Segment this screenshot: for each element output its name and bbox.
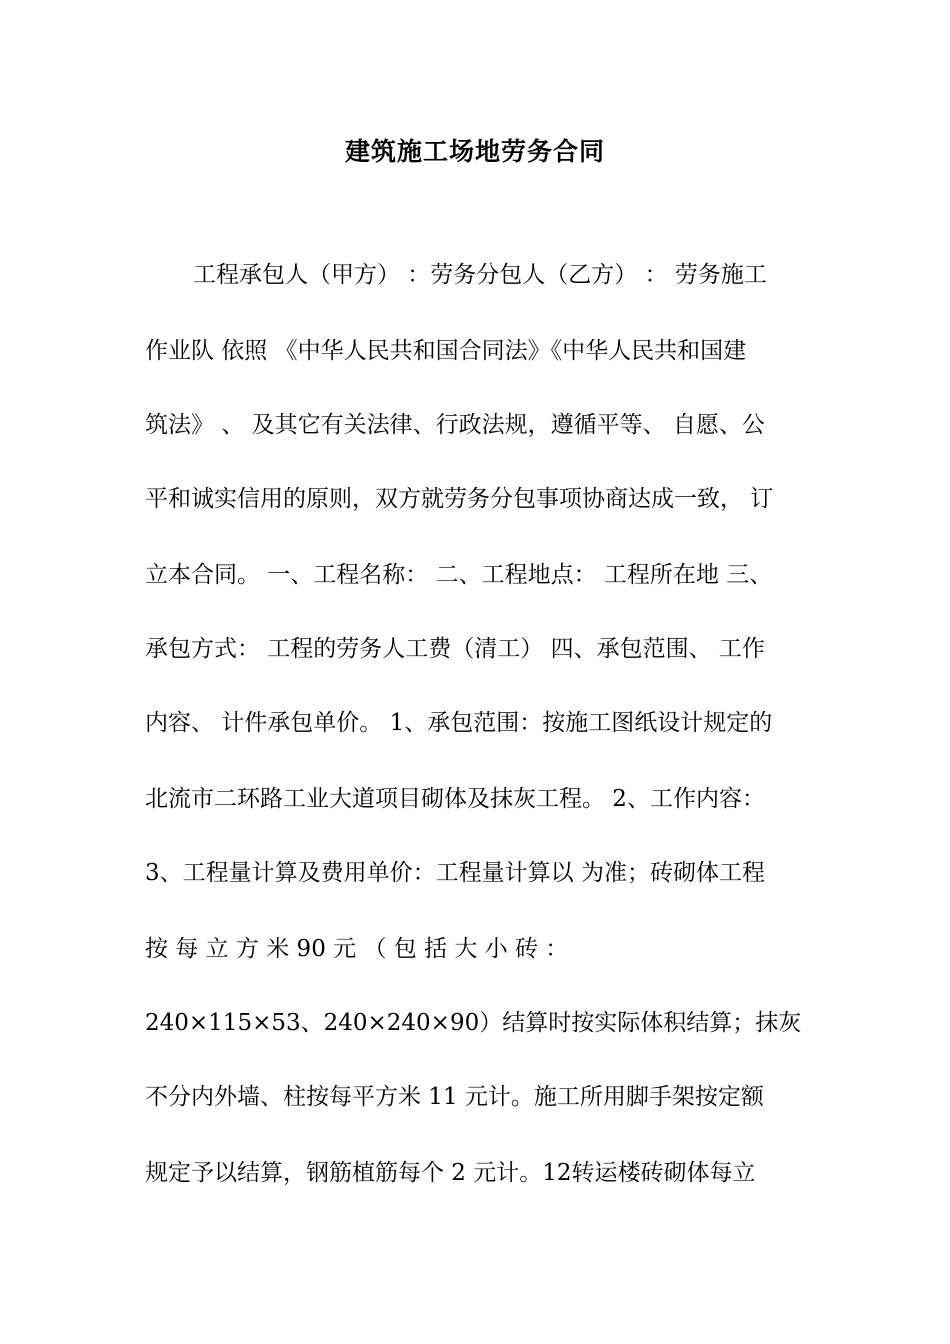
paragraph-line-7: 内容、 计件承包单价。 1、承包范围：按施工图纸设计规定的 xyxy=(145,710,773,736)
document-title: 建筑施工场地劳务合同 xyxy=(344,137,605,166)
paragraph-line-1: 工程承包人（甲方） ：劳务分包人（乙方） ： 劳务施工 xyxy=(193,262,767,288)
paragraph-line-11: 240×115×53、240×240×90）结算时按实际体积结算；抹灰 xyxy=(145,1010,802,1036)
paragraph-line-5: 立本合同。 一、工程名称： 二、工程地点： 工程所在地 三、 xyxy=(145,562,773,588)
paragraph-line-4: 平和诚实信用的原则，双方就劳务分包事项协商达成一致， 订 xyxy=(145,486,774,512)
paragraph-line-8: 北流市二环路工业大道项目砌体及抹灰工程。 2、工作内容： xyxy=(145,786,765,812)
paragraph-line-9: 3、工程量计算及费用单价：工程量计算以 为准；砖砌体工程 xyxy=(145,860,765,886)
paragraph-line-3: 筑法》 、 及其它有关法律、行政法规，遵循平等、 自愿、公 xyxy=(145,412,765,438)
paragraph-line-2: 作业队 依照 《中华人民共和国合同法》《中华人民共和国建 xyxy=(145,338,747,364)
paragraph-line-6: 承包方式： 工程的劳务人工费（清工） 四、承包范围、 工作 xyxy=(145,636,765,662)
paragraph-line-10: 按 每 立 方 米 90 元 （ 包 括 大 小 砖 ： xyxy=(145,936,569,962)
paragraph-line-13: 规定予以结算，钢筋植筋每个 2 元计。12转运楼砖砌体每立 xyxy=(145,1160,756,1186)
paragraph-line-12: 不分内外墙、柱按每平方米 11 元计。施工所用脚手架按定额 xyxy=(145,1084,764,1110)
